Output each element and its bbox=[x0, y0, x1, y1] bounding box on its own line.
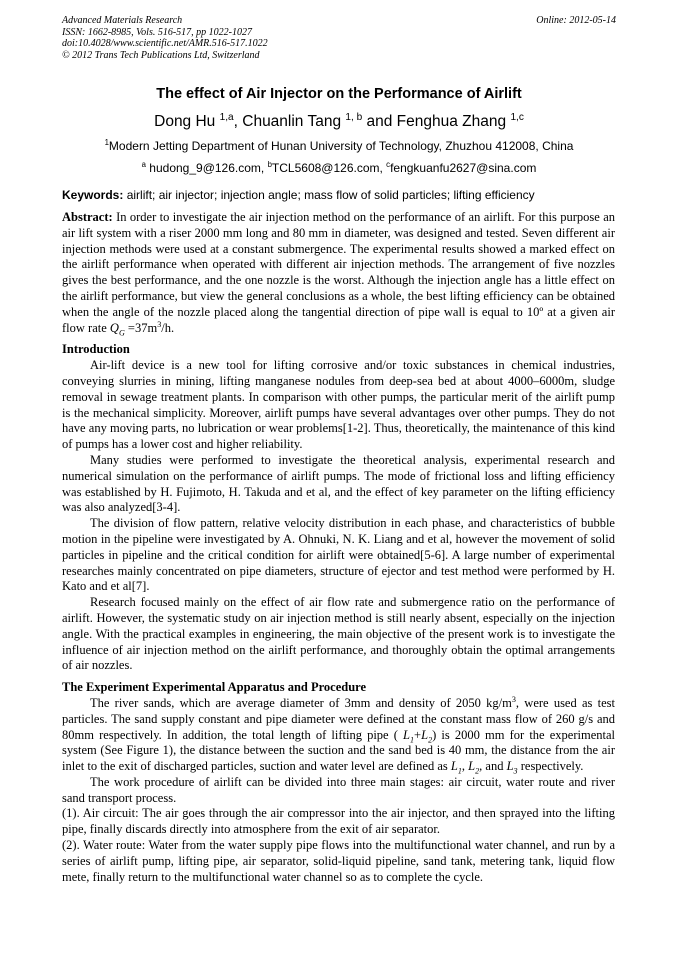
author-affil-mark: 1,c bbox=[510, 111, 524, 123]
text-run: ) is 2000 mm for the experimental system (See Figure 1), the distance between the suction and the sand bed is 40 mm, the distance from the air inlet to the exit of discharged particles, suction and water level are defined as bbox=[62, 727, 615, 774]
author-and: and bbox=[362, 113, 397, 130]
author-name: Fenghua Zhang bbox=[396, 113, 507, 130]
math-sub: 2 bbox=[428, 735, 433, 744]
affiliation bbox=[0, 139, 678, 153]
email-address: TCL5608@126.com, bbox=[271, 161, 387, 175]
text-run: , and bbox=[479, 759, 507, 774]
email-list bbox=[0, 161, 678, 175]
author-separator: , bbox=[233, 113, 243, 130]
journal-header bbox=[62, 15, 616, 61]
affiliation-mark: 1 bbox=[104, 138, 109, 147]
text-run: , bbox=[461, 759, 469, 774]
paper-body bbox=[62, 210, 615, 885]
abstract bbox=[62, 210, 615, 336]
author-name: Dong Hu bbox=[154, 113, 216, 130]
journal-copyright: © 2012 Trans Tech Publications Ltd, Switzerland bbox=[62, 49, 260, 61]
abstract-label: Abstract: bbox=[62, 210, 113, 224]
experiment-paragraph: The work procedure of airlift can be divided into three main stages: air circuit, water route and river sand transport process. bbox=[62, 774, 615, 805]
abstract-end: /h. bbox=[161, 320, 175, 335]
experiment-paragraph: (1). Air circuit: The air goes through the air compressor into the air injector, and then sprayed into the lifting pipe, finally discards directly into atmosphere from the exit of air separator. bbox=[62, 806, 615, 837]
math-symbol: L bbox=[468, 759, 476, 774]
author-list bbox=[0, 113, 678, 131]
email-address: fengkuanfu2627@sina.com bbox=[390, 161, 537, 175]
text-run: The river sands, which are average diameter of 3mm and density of 2050 kg/m bbox=[90, 695, 512, 710]
math-symbol: L bbox=[421, 727, 429, 742]
section-heading-introduction: Introduction bbox=[62, 342, 130, 357]
email-address: hudong_9@126.com, bbox=[145, 161, 268, 175]
math-sub: 3 bbox=[513, 766, 518, 776]
experiment-paragraph bbox=[62, 696, 615, 775]
abstract-symbol: Q bbox=[109, 320, 119, 335]
math-sub: 2 bbox=[475, 766, 480, 776]
keywords bbox=[62, 188, 622, 202]
keywords-text: airlift; air injector; injection angle; mass flow of solid particles; lifting efficiency bbox=[123, 188, 535, 202]
experiment-paragraph: (2). Water route: Water from the water supply pipe flows into the multifunctional water channel, and run by a series of airlift pump, lifting pipe, air separator, solid-liquid pipeline, sand tank, metering tank, liquid flow mete, finally return to the multifunctional water channel so as to complete the cycle. bbox=[62, 838, 615, 884]
email-mark: a bbox=[141, 160, 146, 169]
author-affil-mark: 1,a bbox=[219, 111, 234, 123]
section-heading-experiment: The Experiment Experimental Apparatus and Procedure bbox=[62, 680, 367, 695]
math-sub: 1 bbox=[457, 766, 462, 776]
journal-name: Advanced Materials Research bbox=[62, 15, 183, 26]
math-symbol: L bbox=[450, 759, 458, 774]
email-mark: b bbox=[267, 160, 272, 169]
intro-paragraph: Air-lift device is a new tool for lifting corrosive and/or toxic substances in chemical industries, conveying slurries in mining, lifting manganese nodules from deep-sea bed at about 4000–6000m, sludge removal in sewage treatment plants. In comparison with other pumps, the particular merit of the airlift pump is the mechanical simplicity. Moreover, airlift pumps have several advantages over other pumps. They do not have any moving parts, no lubrication or wear problems[1-2]. Thus, theoretically, the maintenance of this kind of pumps has a lower cost and higher reliability. bbox=[62, 358, 615, 452]
abstract-text: In order to investigate the air injection method on the performance of an airlift. For this purpose an air lift system with a riser 2000 mm long and 80 mm in diameter, was designed and tested. Seven different air injection methods were used at a constant submergence. The experimental results showed a marked effect on the airlift performance when operated with different air injection methods. The arrangement of five nozzles gives the best performance, and the one nozzle is the worst. Although the injection angle has a little effect on the airlift performance, but view the general conclusions as a whole, the best lifting efficiency can be obtained when the angle of the nozzle placed along the tangential direction of pipe wall is equal to 10º at a given air flow rate bbox=[62, 210, 615, 335]
text-run: respectively. bbox=[517, 759, 584, 774]
affiliation-text: Modern Jetting Department of Hunan University of Technology, Zhuzhou 412008, China bbox=[108, 139, 574, 153]
math-operator: + bbox=[414, 727, 422, 742]
math-sub: 1 bbox=[409, 735, 415, 744]
text-sup: 3 bbox=[511, 694, 516, 704]
abstract-symbol-sub: G bbox=[118, 328, 125, 338]
math-symbol: L bbox=[403, 727, 410, 742]
abstract-tail-sup: 3 bbox=[157, 319, 162, 329]
journal-issn: ISSN: 1662-8985, Vols. 516-517, pp 1022-1027 bbox=[62, 26, 252, 38]
keywords-label: Keywords: bbox=[62, 188, 124, 202]
journal-doi: doi:10.4028/www.scientific.net/AMR.516-517.1022 bbox=[62, 38, 268, 49]
math-symbol: L bbox=[506, 759, 514, 774]
intro-paragraph: Many studies were performed to investigate the theoretical analysis, experimental research and numerical simulation on the performance of airlift pumps. The mode of frictional loss and lifting efficiency was established by H. Fujimoto, H. Takuda and et al, and the effect of key parameter on the lifting efficiency was also analyzed[3-4]. bbox=[62, 452, 615, 515]
abstract-tail: =37m bbox=[124, 320, 158, 335]
author-affil-mark: 1, b bbox=[345, 111, 363, 123]
author-name: Chuanlin Tang bbox=[242, 113, 342, 130]
intro-paragraph: The division of flow pattern, relative velocity distribution in each phase, and characteristics of bubble motion in the pipeline were investigated by A. Ohnuki, N. K. Liang and et al, however the movement of solid particles in pipeline and the critical condition for airlift were obtained[5-6]. A large number of experimental researches mainly concentrated on pipe diameters, structure of ejector and test method were performed by H. Kato and et al[7]. bbox=[62, 516, 615, 594]
intro-paragraph: Research focused mainly on the effect of air flow rate and submergence ratio on the performance of airlift. However, the systematic study on air injection method is still nearly absent, especially on the injection angle. With the practical examples in engineering, the main objective of the present work is to investigate the influence of air injection method on the airlift performance, and thoroughly obtain the optimal arrangements of air nozzles. bbox=[62, 595, 615, 673]
email-mark: c bbox=[386, 160, 391, 169]
online-date: Online: 2012-05-14 bbox=[536, 15, 616, 26]
paper-title: The effect of Air Injector on the Performance of Airlift bbox=[156, 86, 522, 102]
text-run: , were used as test particles. The sand supply constant and pipe diameter were defined at the constant mass flow of 260 g/s and 80mm respectively. In addition, the total length of lifting pipe ( bbox=[62, 695, 615, 742]
